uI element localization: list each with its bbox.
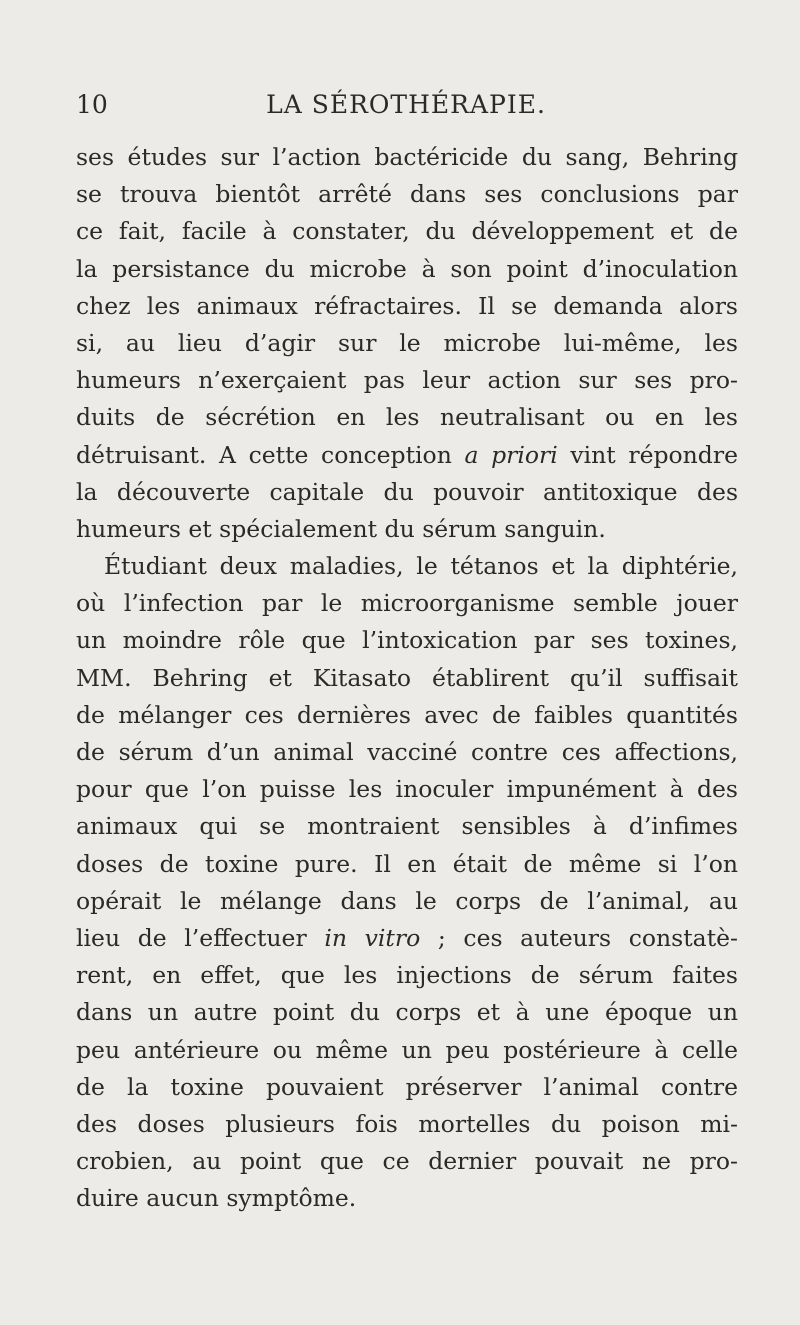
text-line: pour que l’on puisse les inoculer impunément à des	[76, 775, 738, 804]
text-line: Étudiant deux maladies, le tétanos et la diphtérie,	[104, 552, 738, 581]
text-line: opérait le mélange dans le corps de l’animal, au	[76, 886, 738, 915]
text-segment: lieu de l’effectuer	[76, 923, 325, 952]
text-line: peu antérieure ou même un peu postérieure à celle	[76, 1035, 738, 1064]
text-line: ses études sur l’action bactéricide du sang, Behring	[76, 143, 738, 171]
text-line	[76, 920, 738, 957]
text-segment: détruisant. A cette conception	[76, 440, 465, 469]
text-line: dans un autre point du corps et à une époque un	[76, 998, 738, 1027]
text-line: de mélanger ces dernières avec de faibles quantités	[76, 700, 738, 729]
text-line: un moindre rôle que l’intoxication par ses toxines,	[76, 626, 738, 655]
text-line: se trouva bientôt arrêté dans ses conclusions par	[76, 180, 738, 209]
text-line: chez les animaux réfractaires. Il se demanda alors	[76, 291, 738, 320]
text-line: ce fait, facile à constater, du développement et de	[76, 217, 738, 246]
text-line: MM. Behring et Kitasato établirent qu’il suffisait	[76, 663, 738, 692]
text-line: la persistance du microbe à son point d’inoculation	[76, 254, 738, 283]
text-line: animaux qui se montraient sensibles à d’infimes	[76, 812, 738, 841]
page-number: 10	[76, 90, 108, 119]
page-header	[76, 87, 736, 123]
text-line: humeurs et spécialement du sérum sanguin.	[76, 514, 606, 543]
italic-phrase: in vitro	[324, 923, 421, 952]
text-line: la découverte capitale du pouvoir antitoxique des	[76, 477, 738, 506]
text-line: des doses plusieurs fois mortelles du poison mi-	[76, 1109, 738, 1138]
text-line: où l’infection par le microorganisme semble jouer	[76, 589, 738, 618]
text-line: rent, en effet, que les injections de sérum faites	[76, 961, 738, 990]
running-title: LA SÉROTHÉRAPIE.	[266, 90, 546, 119]
italic-phrase: a priori	[464, 440, 558, 469]
text-segment: ; ces auteurs constatè-	[420, 923, 738, 952]
body-text	[76, 139, 738, 1217]
text-line: crobien, au point que ce dernier pouvait ne pro-	[76, 1147, 738, 1176]
text-line: duire aucun symptôme.	[76, 1184, 357, 1213]
text-line: doses de toxine pure. Il en était de même si l’on	[76, 849, 738, 878]
text-line: duits de sécrétion en les neutralisant ou en les	[76, 403, 738, 432]
text-segment: vint répondre	[557, 440, 738, 469]
text-line: si, au lieu d’agir sur le microbe lui-même, les	[76, 328, 738, 357]
text-line: de sérum d’un animal vacciné contre ces affections,	[76, 738, 738, 766]
text-line	[76, 437, 738, 474]
text-line: de la toxine pouvaient préserver l’animal contre	[76, 1072, 738, 1101]
text-line: humeurs n’exerçaient pas leur action sur ses pro-	[76, 366, 738, 395]
